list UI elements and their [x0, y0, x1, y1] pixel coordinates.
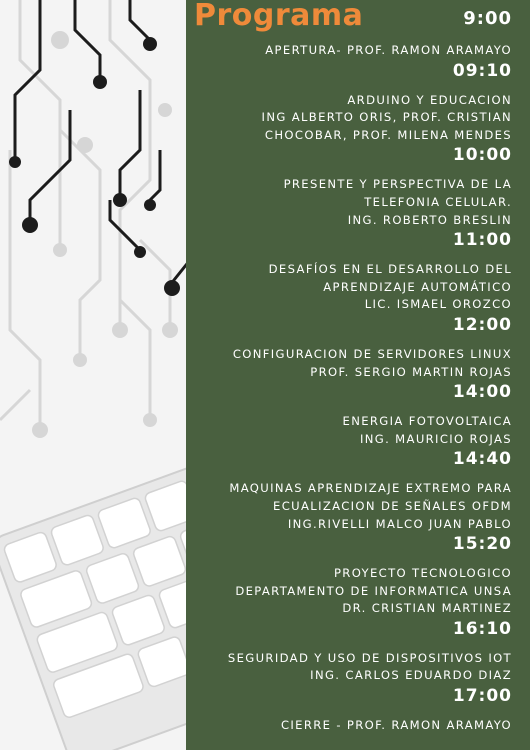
agenda-item-time: 16:10 [452, 618, 512, 639]
agenda-item-description: MAQUINAS APRENDIZAJE EXTREMO PARA ECUALIZACION DE SEÑALES OFDM ING.RIVELLI MALCO JUAN PABLO [229, 481, 512, 531]
agenda-item [182, 480, 512, 555]
agenda-item-description: PROYECTO TECNOLOGICO DEPARTAMENTO DE INFORMATICA UNSA DR. CRISTIAN MARTINEZ [235, 566, 512, 616]
agenda-item-description: SEGURIDAD Y USO DE DISPOSITIVOS IOT ING. CARLOS EDUARDO DIAZ [227, 650, 512, 683]
agenda-item-time: 14:00 [452, 382, 512, 403]
circuit-keyboard-illustration [0, 0, 190, 750]
agenda-item-description: DESAFÍOS EN EL DESARROLLO DEL APRENDIZAJE AUTOMÁTICO LIC. ISMAEL OROZCO [268, 262, 512, 312]
agenda-item-description: CONFIGURACION DE SERVIDORES LINUX PROF. SERGIO MARTIN ROJAS [232, 346, 512, 379]
agenda-item [182, 346, 512, 403]
agenda-item-description: PRESENTE Y PERSPECTIVA DE LA TELEFONIA CELULAR. ING. ROBERTO BRESLIN [283, 177, 512, 227]
agenda-item-time: 17:00 [452, 686, 512, 707]
agenda-item-time: 11:00 [452, 230, 512, 251]
agenda-item [182, 42, 512, 82]
agenda-item [182, 92, 512, 167]
agenda-item-time: 09:10 [452, 60, 512, 81]
agenda-item [182, 717, 512, 735]
agenda-item [182, 565, 512, 640]
page-title: Programa [194, 0, 364, 33]
agenda-start-time: 9:00 [463, 8, 512, 29]
agenda-list [182, 42, 512, 735]
agenda-item-time: 12:00 [452, 314, 512, 335]
agenda-item [182, 650, 512, 707]
agenda-item-time: 10:00 [452, 145, 512, 166]
agenda-item [182, 413, 512, 470]
agenda-item [182, 261, 512, 336]
agenda-item-description: ENERGIA FOTOVOLTAICA ING. MAURICIO ROJAS [342, 414, 512, 446]
agenda-item-description: APERTURA- PROF. RAMON ARAMAYO [265, 43, 512, 57]
agenda-item-time: 15:20 [452, 534, 512, 555]
agenda-item-time: 14:40 [452, 449, 512, 470]
agenda-item [182, 176, 512, 251]
agenda-item-description: CIERRE - PROF. RAMON ARAMAYO [280, 718, 512, 733]
agenda-item-description: ARDUINO Y EDUCACION ING ALBERTO ORIS, PROF. CRISTIAN CHOCOBAR, PROF. MILENA MENDES [261, 92, 512, 142]
